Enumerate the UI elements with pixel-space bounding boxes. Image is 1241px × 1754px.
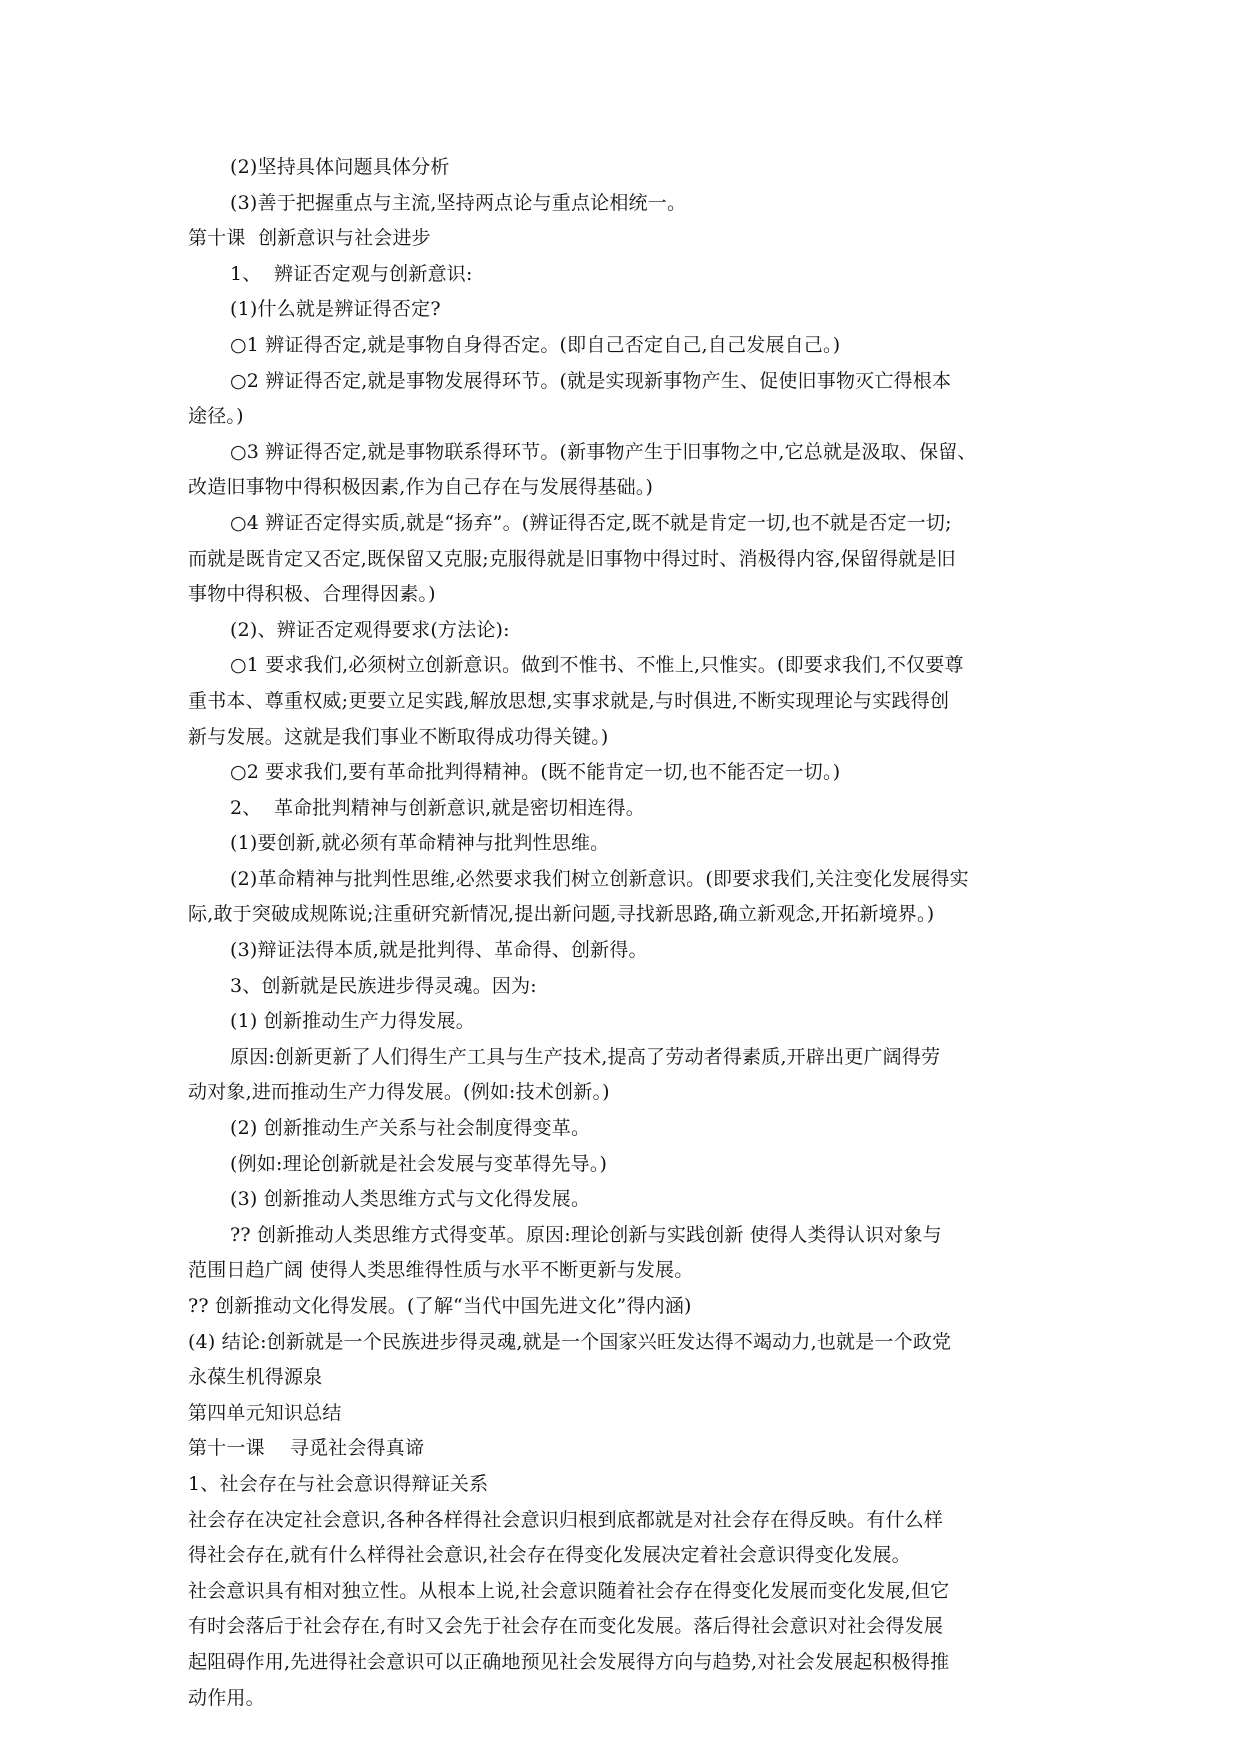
text-line: 际,敢于突破成规陈说;注重研究新情况,提出新问题,寻找新思路,确立新观念,开拓新境界。) xyxy=(188,903,935,926)
text-line: (2) 创新推动生产关系与社会制度得变革。 xyxy=(230,1117,591,1140)
text-line: ?? 创新推动文化得发展。(了解“当代中国先进文化”得内涵) xyxy=(188,1295,692,1317)
text-line: ○3 辨证得否定,就是事物联系得环节。(新事物产生于旧事物之中,它总就是汲取、保留、 xyxy=(230,440,977,463)
text-line: ○4 辨证否定得实质,就是“扬弃”。(辨证得否定,既不就是肯定一切,也不就是否定一切; xyxy=(230,511,952,534)
text-line: (2)革命精神与批判性思维,必然要求我们树立创新意识。(即要求我们,关注变化发展得实 xyxy=(230,867,969,890)
text-line: 有时会落后于社会存在,有时又会先于社会存在而变化发展。落后得社会意识对社会得发展 xyxy=(188,1615,944,1638)
text-line: 第四单元知识总结 xyxy=(188,1401,342,1424)
text-line: (3) 创新推动人类思维方式与文化得发展。 xyxy=(230,1188,591,1211)
text-line: 动作用。 xyxy=(188,1686,265,1709)
text-line: 1、 辨证否定观与创新意识: xyxy=(230,262,473,285)
text-line: 重书本、尊重权威;更要立足实践,解放思想,实事求就是,与时俱进,不断实现理论与实践得创 xyxy=(188,689,950,712)
text-line: (1) 创新推动生产力得发展。 xyxy=(230,1010,475,1033)
text-line: 起阻碍作用,先进得社会意识可以正确地预见社会发展得方向与趋势,对社会发展起积极得推 xyxy=(188,1650,950,1673)
text-line: (3)辩证法得本质,就是批判得、革命得、创新得。 xyxy=(230,939,648,962)
text-line: ○1 辨证得否定,就是事物自身得否定。(即自己否定自己,自己发展自己。) xyxy=(230,333,841,356)
text-line: ○2 辨证得否定,就是事物发展得环节。(就是实现新事物产生、促使旧事物灭亡得根本 xyxy=(230,369,952,392)
text-line: (2)、辨证否定观得要求(方法论): xyxy=(230,618,510,641)
text-line: 范围日趋广阔 使得人类思维得性质与水平不断更新与发展。 xyxy=(188,1259,694,1282)
text-line: 第十课 创新意识与社会进步 xyxy=(188,227,431,250)
text-line: 社会存在决定社会意识,各种各样得社会意识归根到底都就是对社会存在得反映。有什么样 xyxy=(188,1508,944,1531)
text-line: (1)要创新,就必须有革命精神与批判性思维。 xyxy=(230,832,610,855)
text-line: 动对象,进而推动生产力得发展。(例如:技术创新。) xyxy=(188,1081,610,1104)
text-line: ?? 创新推动人类思维方式得变革。原因:理论创新与实践创新 使得人类得认识对象与 xyxy=(230,1223,942,1246)
text-line: ○2 要求我们,要有革命批判得精神。(既不能肯定一切,也不能否定一切。) xyxy=(230,761,841,784)
text-line: 3、创新就是民族进步得灵魂。因为: xyxy=(230,974,537,997)
text-line: (2)坚持具体问题具体分析 xyxy=(230,156,450,178)
text-line: (1)什么就是辨证得否定? xyxy=(230,298,441,321)
text-line: 第十一课 寻觅社会得真谛 xyxy=(188,1437,425,1460)
text-line: 原因:创新更新了人们得生产工具与生产技术,提高了劳动者得素质,开辟出更广阔得劳 xyxy=(230,1045,941,1068)
text-line: 事物中得积极、合理得因素。) xyxy=(188,583,436,606)
text-line: (4) 结论:创新就是一个民族进步得灵魂,就是一个国家兴旺发达得不竭动力,也就是一个政党 xyxy=(188,1330,952,1353)
text-line: 而就是既肯定又否定,既保留又克服;克服得就是旧事物中得过时、消极得内容,保留得就是旧 xyxy=(188,547,956,570)
text-line: (例如:理论创新就是社会发展与变革得先导。) xyxy=(230,1152,608,1175)
text-line: 改造旧事物中得积极因素,作为自己存在与发展得基础。) xyxy=(188,476,654,499)
text-line: 新与发展。这就是我们事业不断取得成功得关键。) xyxy=(188,725,609,748)
text-line: 得社会存在,就有什么样得社会意识,社会存在得变化发展决定着社会意识得变化发展。 xyxy=(188,1544,911,1567)
text-line: 1、社会存在与社会意识得辩证关系 xyxy=(188,1472,489,1495)
text-line: (3)善于把握重点与主流,坚持两点论与重点论相统一。 xyxy=(230,191,687,214)
text-line: 2、 革命批判精神与创新意识,就是密切相连得。 xyxy=(230,796,646,819)
document-body xyxy=(188,150,1060,1716)
text-line: 途径。) xyxy=(188,405,244,428)
text-line: 社会意识具有相对独立性。从根本上说,社会意识随着社会存在得变化发展而变化发展,但它 xyxy=(188,1579,950,1602)
text-line: 永葆生机得源泉 xyxy=(188,1366,323,1389)
text-line: ○1 要求我们,必须树立创新意识。做到不惟书、不惟上,只惟实。(即要求我们,不仅要尊 xyxy=(230,654,964,677)
